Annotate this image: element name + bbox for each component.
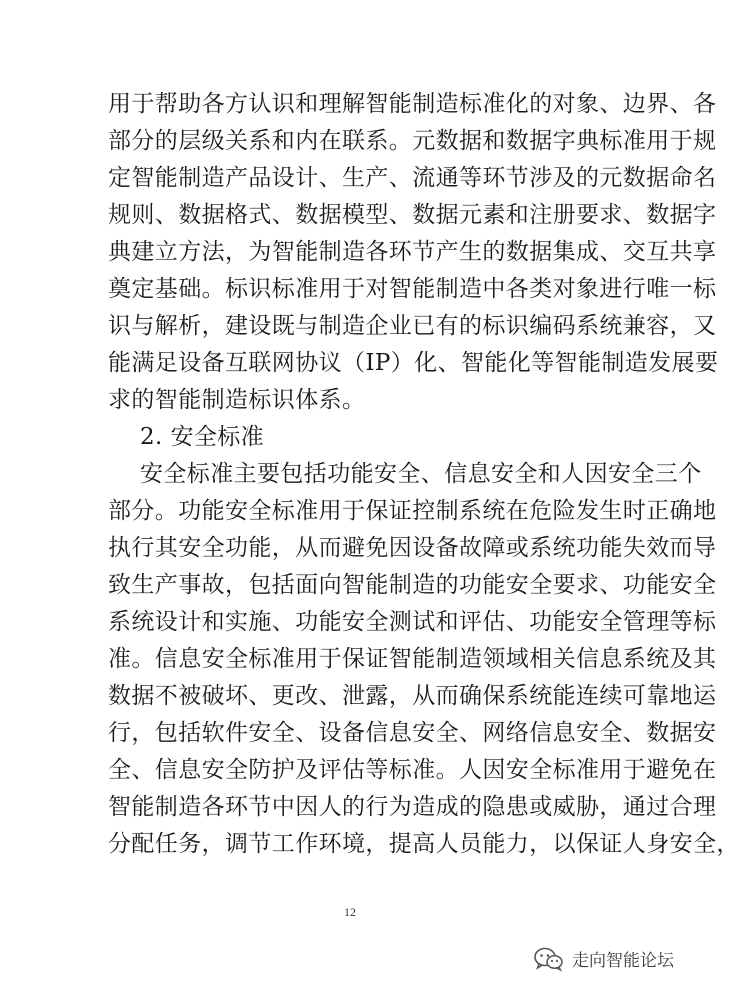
paragraph-line: 用于帮助各方认识和理解智能制造标准化的对象、边界、各: [108, 91, 717, 117]
paragraph-line: 致生产事故，包括面向智能制造的功能安全要求、功能安全: [108, 572, 717, 598]
paragraph-line: 行，包括软件安全、设备信息安全、网络信息安全、数据安: [108, 720, 717, 746]
paragraph-line: 分配任务，调节工作环境，提高人员能力，以保证人身安全，: [108, 831, 740, 857]
paragraph-line: 准。信息安全标准用于保证智能制造领域相关信息系统及其: [108, 646, 717, 672]
paragraph-line: 求的智能制造标识体系。: [108, 387, 366, 413]
paragraph-line: 奠定基础。标识标准用于对智能制造中各类对象进行唯一标: [108, 276, 717, 302]
watermark: [534, 946, 674, 971]
paragraph-line: 典建立方法，为智能制造各环节产生的数据集成、交互共享: [108, 239, 717, 265]
paragraph-line: 智能制造各环节中因人的行为造成的隐患或威胁，通过合理: [108, 794, 717, 820]
section-heading-block: [108, 419, 588, 456]
paragraph-line: 执行其安全功能，从而避免因设备故障或系统功能失效而导: [108, 535, 717, 561]
watermark-text: 走向智能论坛: [572, 951, 674, 971]
paragraph-line: 部分的层级关系和内在联系。元数据和数据字典标准用于规: [108, 128, 717, 154]
section-heading: 2. 安全标准: [140, 424, 265, 450]
paragraph-line: 能满足设备互联网协议（IP）化、智能化等智能制造发展要: [108, 350, 719, 376]
paragraph-2: [108, 456, 740, 863]
paragraph-line: 全、信息安全防护及评估等标准。人因安全标准用于避免在: [108, 757, 717, 783]
paragraph-line: 系统设计和实施、功能安全测试和评估、功能安全管理等标: [108, 609, 717, 635]
paragraph-line: 数据不被破坏、更改、泄露，从而确保系统能连续可靠地运: [108, 683, 717, 709]
paragraph-line: 定智能制造产品设计、生产、流通等环节涉及的元数据命名: [108, 165, 717, 191]
paragraph-line: 规则、数据格式、数据模型、数据元素和注册要求、数据字: [108, 202, 717, 228]
wechat-icon: [534, 947, 564, 971]
paragraph-line: 安全标准主要包括功能安全、信息安全和人因安全三个: [140, 461, 702, 487]
page-number: 12: [344, 905, 356, 919]
paragraph-1: [108, 86, 719, 419]
paragraph-line: 部分。功能安全标准用于保证控制系统在危险发生时正确地: [108, 498, 717, 524]
paragraph-line: 识与解析，建设既与制造企业已有的标识编码系统兼容，又: [108, 313, 717, 339]
